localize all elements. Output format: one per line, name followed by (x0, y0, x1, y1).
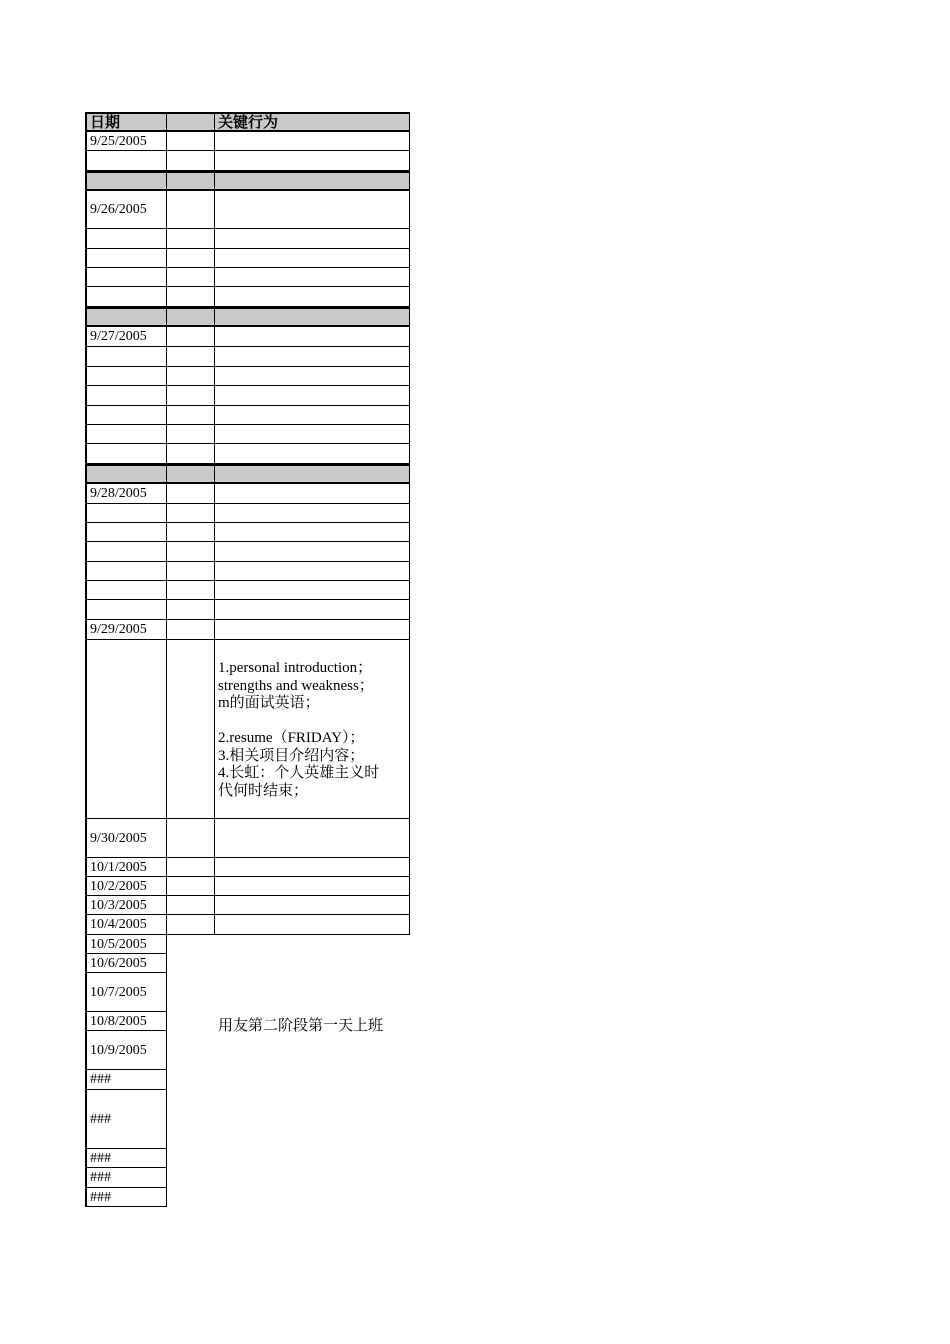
date-cell (85, 386, 167, 406)
date-value: 10/8/2005 (90, 1014, 147, 1029)
table-row (85, 229, 409, 249)
floating-note: 用友第二阶段第一天上班 (218, 1018, 384, 1034)
date-value: 9/28/2005 (90, 486, 147, 501)
action-cell (215, 425, 410, 444)
date-cell (85, 562, 167, 581)
table-row (85, 406, 409, 425)
action-cell (215, 523, 410, 542)
date-cell (85, 191, 167, 229)
date-cell (85, 249, 167, 268)
blank-cell (167, 287, 215, 307)
table-row (85, 1149, 409, 1168)
date-value: 10/4/2005 (90, 917, 147, 932)
date-cell (85, 444, 167, 464)
blank-cell (167, 819, 215, 858)
blank-cell (167, 444, 215, 464)
table-row (85, 1031, 409, 1070)
action-cell (215, 406, 410, 425)
action-cell (215, 819, 410, 858)
action-cell (215, 444, 410, 464)
separator-row (85, 171, 409, 191)
table-row (85, 249, 409, 268)
table-row (85, 562, 409, 581)
date-value: ### (90, 1190, 111, 1205)
date-cell (85, 327, 167, 347)
action-cell (215, 877, 410, 896)
date-cell (85, 1188, 167, 1207)
date-value: 9/30/2005 (90, 831, 147, 846)
date-cell (85, 132, 167, 151)
header-cell-action (215, 112, 410, 132)
blank-cell (167, 425, 215, 444)
separator-cell (85, 171, 167, 191)
table-row (85, 132, 409, 151)
separator-row (85, 464, 409, 484)
blank-cell (167, 858, 215, 877)
date-cell (85, 819, 167, 858)
header-action-label: 关键行为 (218, 114, 279, 131)
blank-cell (167, 268, 215, 287)
action-cell (215, 915, 410, 935)
blank-cell (167, 542, 215, 562)
date-value: ### (90, 1170, 111, 1185)
date-cell (85, 640, 167, 819)
blank-cell (167, 504, 215, 523)
blank-cell (167, 600, 215, 620)
table-row (85, 327, 409, 347)
blank-cell (167, 406, 215, 425)
action-cell (215, 562, 410, 581)
table-row (85, 915, 409, 935)
date-cell (85, 858, 167, 877)
date-value: ### (90, 1112, 111, 1127)
action-cell (215, 287, 410, 307)
blank-cell (167, 620, 215, 640)
date-cell (85, 1031, 167, 1070)
date-value: ### (90, 1072, 111, 1087)
blank-cell (167, 327, 215, 347)
action-cell (215, 640, 410, 819)
blank-cell (167, 191, 215, 229)
date-value: 10/3/2005 (90, 898, 147, 913)
date-cell (85, 620, 167, 640)
date-cell (85, 287, 167, 307)
action-cell (215, 249, 410, 268)
header-cell-mid (167, 112, 215, 132)
date-value: 10/1/2005 (90, 860, 147, 875)
table-row (85, 347, 409, 367)
date-cell (85, 1012, 167, 1031)
action-cell (215, 347, 410, 367)
table-row (85, 1188, 409, 1207)
action-cell (215, 268, 410, 287)
date-value: 9/25/2005 (90, 134, 147, 149)
date-value: 10/6/2005 (90, 956, 147, 971)
blank-cell (167, 877, 215, 896)
blank-cell (167, 151, 215, 171)
action-cell (215, 386, 410, 406)
blank-cell (167, 915, 215, 935)
table-row (85, 386, 409, 406)
table-row (85, 640, 409, 819)
action-cell (215, 367, 410, 386)
table-row (85, 1090, 409, 1149)
date-value: 9/27/2005 (90, 329, 147, 344)
date-cell (85, 425, 167, 444)
date-cell (85, 600, 167, 620)
blank-cell (167, 640, 215, 819)
table-row (85, 444, 409, 464)
separator-cell (85, 464, 167, 484)
action-cell (215, 229, 410, 249)
date-cell (85, 973, 167, 1012)
separator-row (85, 307, 409, 327)
table-row (85, 367, 409, 386)
table-row (85, 954, 409, 973)
date-cell (85, 1090, 167, 1149)
date-cell (85, 915, 167, 935)
table-row (85, 425, 409, 444)
action-cell (215, 581, 410, 600)
blank-cell (167, 249, 215, 268)
blank-cell (167, 896, 215, 915)
separator-cell (167, 171, 215, 191)
blank-cell (167, 386, 215, 406)
date-value: 9/26/2005 (90, 202, 147, 217)
table-row (85, 484, 409, 504)
action-cell (215, 327, 410, 347)
date-cell (85, 367, 167, 386)
date-value: ### (90, 1151, 111, 1166)
action-cell (215, 151, 410, 171)
table-row (85, 620, 409, 640)
table-row (85, 151, 409, 171)
date-value: 10/2/2005 (90, 879, 147, 894)
date-value: 10/9/2005 (90, 1043, 147, 1058)
table-row (85, 877, 409, 896)
separator-cell (167, 307, 215, 327)
action-notes: 1.personal introduction； strengths and weakness； m的面试英语； 2.resume（FRIDAY）； 3.相关项目介绍内容； 4.长虹：个人英雄主义时 代何时结束； (218, 660, 380, 799)
blank-cell (167, 367, 215, 386)
date-cell (85, 1149, 167, 1168)
table-row (85, 287, 409, 307)
separator-cell (215, 171, 410, 191)
date-cell (85, 1168, 167, 1188)
separator-cell (215, 307, 410, 327)
table-row (85, 896, 409, 915)
date-cell (85, 504, 167, 523)
action-cell (215, 542, 410, 562)
action-cell (215, 484, 410, 504)
table-row (85, 542, 409, 562)
table-row (85, 600, 409, 620)
action-cell (215, 858, 410, 877)
date-cell (85, 406, 167, 425)
spreadsheet (85, 112, 410, 1207)
blank-cell (167, 562, 215, 581)
date-value: 9/29/2005 (90, 622, 147, 637)
date-cell (85, 581, 167, 600)
action-cell (215, 191, 410, 229)
date-cell (85, 896, 167, 915)
blank-cell (167, 484, 215, 504)
table-row (85, 523, 409, 542)
action-cell (215, 600, 410, 620)
action-cell (215, 896, 410, 915)
header-date-label: 日期 (90, 114, 121, 131)
table-row (85, 504, 409, 523)
date-cell (85, 347, 167, 367)
table-row (85, 973, 409, 1012)
separator-cell (167, 464, 215, 484)
table-row (85, 1168, 409, 1188)
separator-cell (215, 464, 410, 484)
table-row (85, 191, 409, 229)
table-row (85, 935, 409, 954)
action-cell (215, 132, 410, 151)
blank-cell (167, 581, 215, 600)
table-row (85, 858, 409, 877)
table-row (85, 819, 409, 858)
action-cell (215, 504, 410, 523)
date-value: 10/7/2005 (90, 985, 147, 1000)
date-cell (85, 935, 167, 954)
table-row (85, 1070, 409, 1090)
date-cell (85, 542, 167, 562)
date-cell (85, 523, 167, 542)
blank-cell (167, 347, 215, 367)
date-cell (85, 268, 167, 287)
blank-cell (167, 132, 215, 151)
date-value: 10/5/2005 (90, 937, 147, 952)
header-cell-date (85, 112, 167, 132)
date-cell (85, 877, 167, 896)
blank-cell (167, 523, 215, 542)
action-cell (215, 620, 410, 640)
date-cell (85, 954, 167, 973)
table-row (85, 268, 409, 287)
date-cell (85, 229, 167, 249)
header-row (85, 112, 409, 132)
blank-cell (167, 229, 215, 249)
date-cell (85, 484, 167, 504)
separator-cell (85, 307, 167, 327)
date-cell (85, 151, 167, 171)
table-row (85, 581, 409, 600)
date-cell (85, 1070, 167, 1090)
